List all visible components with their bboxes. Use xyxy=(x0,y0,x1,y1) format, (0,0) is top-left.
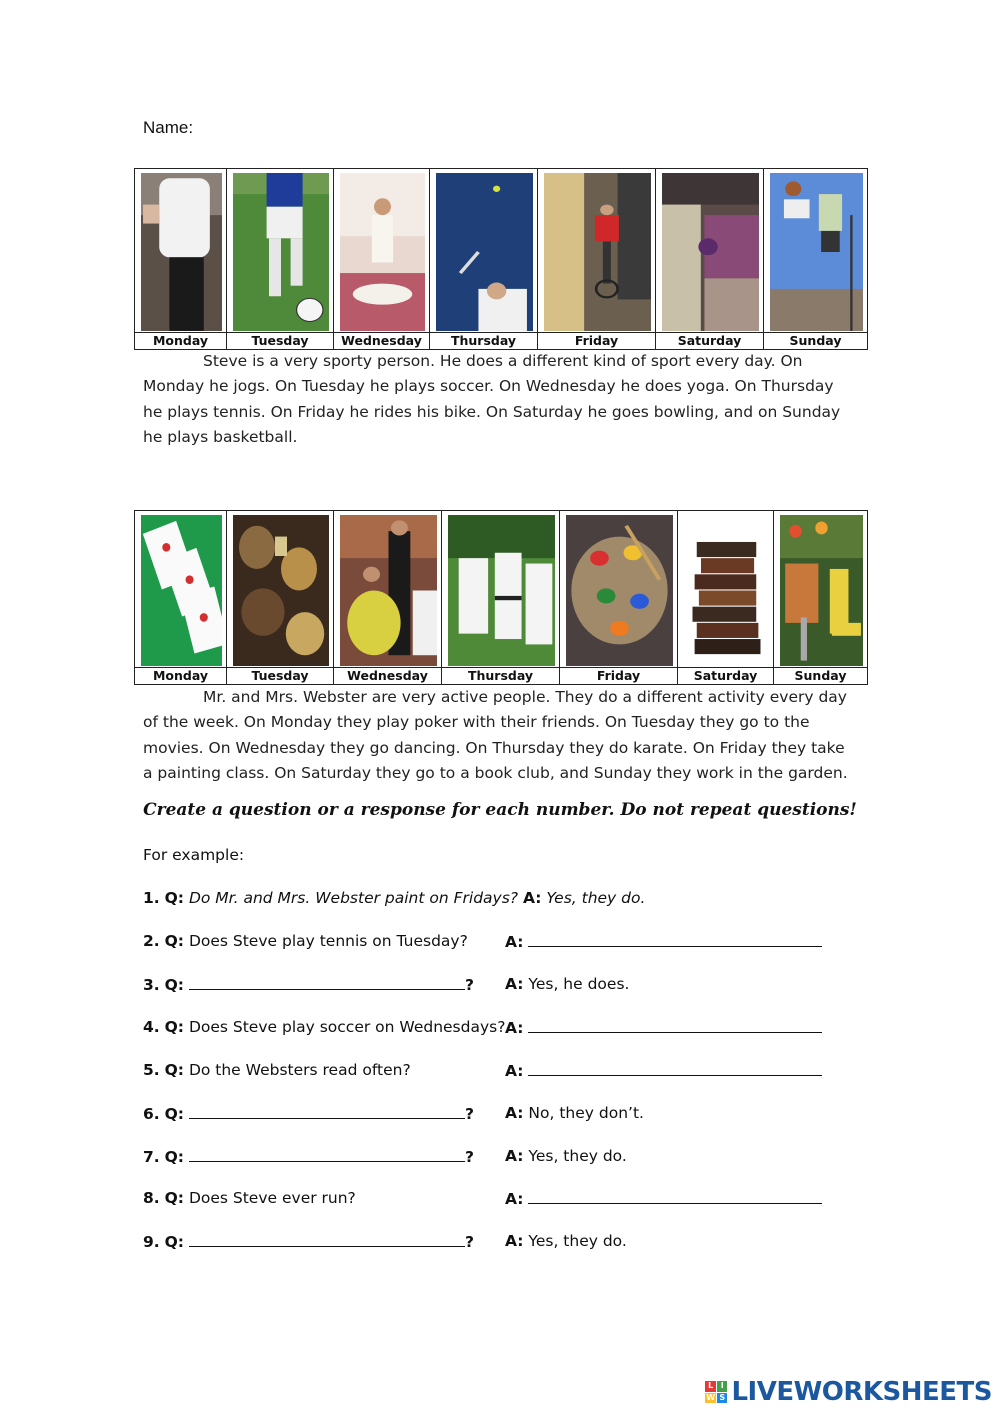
logo-text: LIVEWORKSHEETS xyxy=(731,1377,992,1407)
a-label: A: xyxy=(505,1019,524,1037)
question-blank[interactable] xyxy=(189,975,465,990)
qa-number: 4. xyxy=(143,1018,160,1036)
tennis-photo xyxy=(436,173,533,331)
yoga-photo xyxy=(340,173,425,331)
day-label: Thursday xyxy=(442,667,559,684)
question-text: Does Steve play tennis on Tuesday? xyxy=(188,932,468,950)
day-label: Monday xyxy=(135,667,226,684)
day-label: Thursday xyxy=(430,332,537,349)
logo-mark-tile: I xyxy=(717,1381,728,1392)
strip1-cell-friday xyxy=(538,169,656,349)
answer-blank[interactable] xyxy=(528,1018,822,1033)
strip1-cell-wednesday xyxy=(334,169,430,349)
strip2-cell-friday xyxy=(560,511,678,684)
strip2-cell-wednesday xyxy=(334,511,442,684)
question-mark: ? xyxy=(464,1148,474,1166)
answer-text: Yes, they do. xyxy=(528,1147,627,1165)
logo-mark-tile: L xyxy=(705,1381,716,1392)
karate-photo xyxy=(448,515,555,666)
example-answer: Yes, they do. xyxy=(546,889,646,907)
q-label: Q: xyxy=(164,889,184,907)
day-label: Saturday xyxy=(656,332,763,349)
answer-blank[interactable] xyxy=(528,1061,822,1076)
a-label: A: xyxy=(522,889,542,907)
example-label: For example: xyxy=(143,846,245,864)
logo-mark-tile: S xyxy=(717,1393,728,1404)
steve-paragraph xyxy=(143,349,855,450)
liveworksheets-logo[interactable] xyxy=(705,1377,992,1407)
q-label: Q: xyxy=(164,976,184,994)
qa-number: 1. xyxy=(143,889,160,907)
strip1-cell-tuesday xyxy=(227,169,334,349)
question-text: Does Steve ever run? xyxy=(188,1189,356,1207)
a-label: A: xyxy=(505,1104,524,1122)
day-label: Sunday xyxy=(764,332,867,349)
day-label: Saturday xyxy=(678,667,773,684)
strip2-cell-saturday xyxy=(678,511,774,684)
day-label: Wednesday xyxy=(334,667,441,684)
strip2-cell-monday xyxy=(135,511,227,684)
logo-mark-icon xyxy=(705,1381,727,1403)
question-mark: ? xyxy=(464,976,474,994)
qa-number: 2. xyxy=(143,932,160,950)
webster-paragraph xyxy=(143,685,855,786)
logo-mark-tile: W xyxy=(706,1392,716,1402)
qa-number: 8. xyxy=(143,1189,160,1207)
soccer-photo xyxy=(233,173,329,331)
q-label: Q: xyxy=(164,1233,184,1251)
a-label: A: xyxy=(505,1190,524,1208)
q-label: Q: xyxy=(164,1189,184,1207)
strip1-cell-thursday xyxy=(430,169,538,349)
day-label: Friday xyxy=(560,667,677,684)
day-label: Sunday xyxy=(774,667,867,684)
sports-photo-strip xyxy=(134,168,868,350)
q-label: Q: xyxy=(164,1061,184,1079)
qa-number: 5. xyxy=(143,1061,160,1079)
a-label: A: xyxy=(505,933,524,951)
dancing-photo xyxy=(340,515,437,666)
answer-blank[interactable] xyxy=(528,1189,822,1204)
day-label: Monday xyxy=(135,332,226,349)
q-label: Q: xyxy=(164,1018,184,1036)
stack-of-books-photo xyxy=(684,515,769,666)
basketball-photo xyxy=(770,173,863,331)
question-blank[interactable] xyxy=(189,1232,465,1247)
garden-tools-photo xyxy=(780,515,863,666)
a-label: A: xyxy=(505,1147,524,1165)
activities-photo-strip xyxy=(134,510,868,685)
day-label: Tuesday xyxy=(227,332,333,349)
strip2-cell-tuesday xyxy=(227,511,334,684)
question-blank[interactable] xyxy=(189,1104,465,1119)
question-text: Do the Websters read often? xyxy=(188,1061,411,1079)
question-mark: ? xyxy=(464,1233,474,1251)
a-label: A: xyxy=(505,1232,524,1250)
day-label: Tuesday xyxy=(227,667,333,684)
cycling-photo xyxy=(544,173,651,331)
strip2-cell-thursday xyxy=(442,511,560,684)
a-label: A: xyxy=(505,1062,524,1080)
strip1-cell-monday xyxy=(135,169,227,349)
instruction: Create a question or a response for each number. Do not repeat questions! xyxy=(143,800,857,820)
name-label: Name: xyxy=(143,118,194,137)
q-label: Q: xyxy=(164,1148,184,1166)
example-question: Do Mr. and Mrs. Webster paint on Fridays? xyxy=(188,889,519,907)
question-blank[interactable] xyxy=(189,1147,465,1162)
paint-palette-photo xyxy=(566,515,673,666)
bowling-photo xyxy=(662,173,759,331)
answer-text: Yes, he does. xyxy=(528,975,630,993)
strip2-cell-sunday xyxy=(774,511,867,684)
answer-text: No, they don’t. xyxy=(528,1104,644,1122)
playing-cards-photo xyxy=(141,515,222,666)
qa-number: 3. xyxy=(143,976,160,994)
qa-number: 6. xyxy=(143,1105,160,1123)
qa-number: 9. xyxy=(143,1233,160,1251)
q-label: Q: xyxy=(164,932,184,950)
day-label: Wednesday xyxy=(334,332,429,349)
webster-paragraph-text: Mr. and Mrs. Webster are very active people. They do a different activity every day of the week. On Monday they play poker with their friends. On Tuesday they go to the movies. On Wednesday they go dancing. On Thursday they do karate. On Friday they take a painting class. On Saturday they go to a book club, and Sunday they work in the garden. xyxy=(143,688,848,782)
q-label: Q: xyxy=(164,1105,184,1123)
steve-paragraph-text: Steve is a very sporty person. He does a different kind of sport every day. On Monday he jogs. On Tuesday he plays soccer. On Wednesday he does yoga. On Thursday he plays tennis. On Friday he rides his bike. On Saturday he goes bowling, and on Sunday he plays basketball. xyxy=(143,352,841,446)
day-label: Friday xyxy=(538,332,655,349)
a-label: A: xyxy=(505,975,524,993)
strip1-cell-sunday xyxy=(764,169,867,349)
answer-text: Yes, they do. xyxy=(528,1232,627,1250)
question-text: Does Steve play soccer on Wednesdays? xyxy=(188,1018,506,1036)
strip1-cell-saturday xyxy=(656,169,764,349)
answer-blank[interactable] xyxy=(528,932,822,947)
movie-audience-photo xyxy=(233,515,329,666)
qa-number: 7. xyxy=(143,1148,160,1166)
question-mark: ? xyxy=(464,1105,474,1123)
jogging-photo xyxy=(141,173,222,331)
